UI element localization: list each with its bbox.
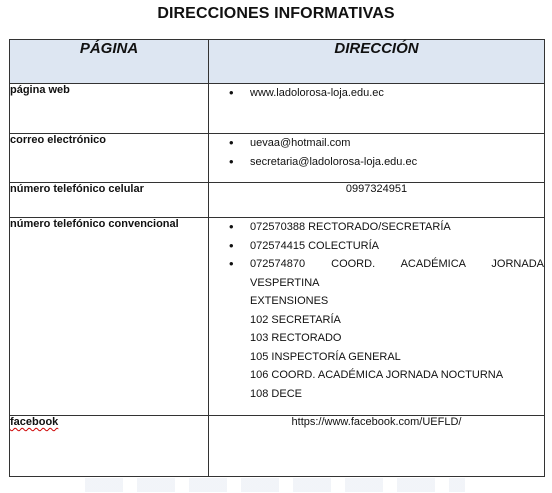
extension-item: 105 INSPECTORÍA GENERAL	[250, 350, 401, 363]
table-row-landline	[10, 218, 545, 416]
landline-number: • 072570388 RECTORADO/SECRETARÍA	[209, 218, 544, 237]
email-address: • secretaria@ladolorosa-loja.edu.ec	[209, 153, 544, 172]
extension-item: 108 DECE	[250, 387, 302, 400]
page-watermark	[85, 478, 465, 492]
row-value-web	[209, 84, 545, 134]
column-header-address: DIRECCIÓN	[209, 40, 545, 84]
row-label-web: página web	[10, 84, 209, 134]
column-header-page: PÁGINA	[10, 40, 209, 84]
email-address: • uevaa@hotmail.com	[209, 134, 544, 153]
extension-item: 103 RECTORADO	[250, 332, 342, 344]
row-value-mobile	[209, 183, 545, 218]
facebook-url[interactable]: https://www.facebook.com/UEFLD/	[291, 416, 462, 428]
row-label-mobile: número telefónico celular	[10, 183, 209, 218]
landline-number: • 072574415 COLECTURÍA	[209, 237, 544, 256]
table-row-mobile	[10, 183, 545, 218]
table-row-facebook	[10, 416, 545, 477]
extension-item: 106 COORD. ACADÉMICA JORNADA NOCTURNA	[250, 369, 504, 381]
facebook-label: facebook	[10, 416, 59, 428]
extensions-heading: EXTENSIONES	[250, 295, 329, 307]
row-label-landline: número telefónico convencional	[10, 218, 209, 416]
contact-directory-table	[9, 39, 545, 477]
landline-continuation: VESPERTINA	[250, 276, 320, 289]
row-value-landline	[209, 218, 545, 416]
row-value-email	[209, 134, 545, 183]
row-value-facebook	[209, 416, 545, 477]
table-row-email	[10, 134, 545, 183]
document-title: DIRECCIONES INFORMATIVAS	[157, 5, 395, 22]
table-header-row	[10, 40, 545, 84]
table-row-web	[10, 84, 545, 134]
extension-item: 102 SECRETARÍA	[250, 313, 341, 326]
mobile-number: 0997324951	[345, 183, 408, 195]
row-label-email: correo electrónico	[10, 134, 209, 183]
row-label-facebook	[10, 416, 209, 477]
landline-number: • 072574870 COORD. ACADÉMICA JORNADA	[209, 255, 544, 274]
web-address: • www.ladolorosa-loja.edu.ec	[209, 84, 544, 103]
